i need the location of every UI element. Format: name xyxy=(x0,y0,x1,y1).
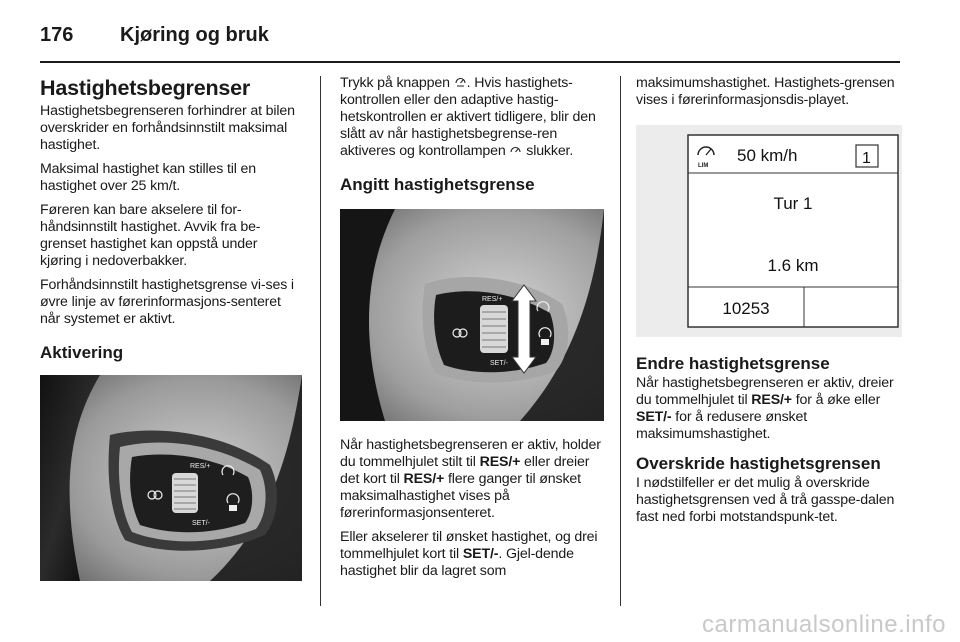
page-number: 176 xyxy=(40,24,74,46)
paragraph: Føreren kan bare akselere til for-håndsinnstilt hastighet. Avvik fra be-grenset hastighet kan oppstå under kjøring i nedoverbakker. xyxy=(40,202,261,269)
paragraph: Maksimal hastighet kan stilles til en hastighet over 25 km/t. xyxy=(40,161,257,194)
watermark: carmanualsonline.info xyxy=(702,611,946,638)
paragraph: Eller akselerer til ønsket hastighet, og drei tommelhjulet kort til SET/-. Gjel-dende hastighet blir da lagret som xyxy=(340,529,598,579)
odometer: 10253 xyxy=(722,299,770,318)
paragraph: maksimumshastighet. Hastighets-grensen vises i førerinformasjonsdis-playet. xyxy=(636,75,895,108)
trip-label: Tur 1 xyxy=(773,194,813,213)
trip-distance: 1.6 km xyxy=(767,256,819,275)
speed-limiter-icon xyxy=(541,339,549,345)
section-title: Hastighetsbegrenser xyxy=(40,76,251,100)
set-label: SET/- xyxy=(192,520,210,527)
speed-limit-value: 50 km/h xyxy=(737,146,798,165)
speed-limiter-icon xyxy=(229,505,237,511)
exceed-speed-limit-heading: Overskride hastighetsgrensen xyxy=(636,454,881,473)
column-divider xyxy=(320,76,321,606)
column-2 xyxy=(340,75,604,587)
set-label: SET/- xyxy=(490,360,508,367)
lim-label: LIM xyxy=(698,163,709,169)
paragraph: Hastighetsbegrenseren forhindrer at bilen overskrider en forhåndsinnstilt maksimal hastighet. xyxy=(40,103,295,153)
set-speed-limit-heading: Angitt hastighetsgrense xyxy=(340,175,535,194)
change-speed-limit-heading: Endre hastighetsgrense xyxy=(636,354,830,373)
paragraph: I nødstilfeller er det mulig å overskride hastighetsgrensen ved å trå gasspe-dalen fast ned forbi motstandspunk-tet. xyxy=(636,475,895,525)
header-rule xyxy=(40,61,900,63)
chapter-title: Kjøring og bruk xyxy=(120,24,269,46)
paragraph: Forhåndsinnstilt hastighetsgrense vi-ses i øvre linje av førerinformasjons-senteret når systemet er aktivt. xyxy=(40,277,294,327)
res-label: RES/+ xyxy=(190,463,211,470)
paragraph: Trykk på knappen . Hvis hastighets-kontrollen eller den adaptive hastig-hetskontrollen er aktivert tidligere, blir den slått av når hastighetsbegrense-ren aktiveres og kontrollampen slukker. xyxy=(340,75,596,159)
page-header xyxy=(40,18,920,62)
driver-information-display-figure xyxy=(636,125,902,337)
column-divider xyxy=(620,76,621,606)
speed-limiter-icon xyxy=(454,75,467,88)
column-3 xyxy=(636,75,902,533)
cruise-control-lamp-icon xyxy=(509,143,522,156)
activation-heading: Aktivering xyxy=(40,343,124,362)
column-1 xyxy=(40,75,302,595)
steering-wheel-switch-figure xyxy=(40,375,302,581)
gear-indicator: 1 xyxy=(862,150,871,167)
res-label: RES/+ xyxy=(482,296,503,303)
paragraph: Når hastighetsbegrenseren er aktiv, dreier du tommelhjulet til RES/+ for å øke eller SET/- for å redusere ønsket maksimumshastighet. xyxy=(636,375,894,442)
paragraph: Når hastighetsbegrenseren er aktiv, holder du tommelhjulet stilt til RES/+ eller dreier det kort til RES/+ flere ganger til ønsket maksimalhastighet vises på førerinformasjonsenteret. xyxy=(340,437,601,521)
thumbwheel-rotation-figure xyxy=(340,209,604,421)
